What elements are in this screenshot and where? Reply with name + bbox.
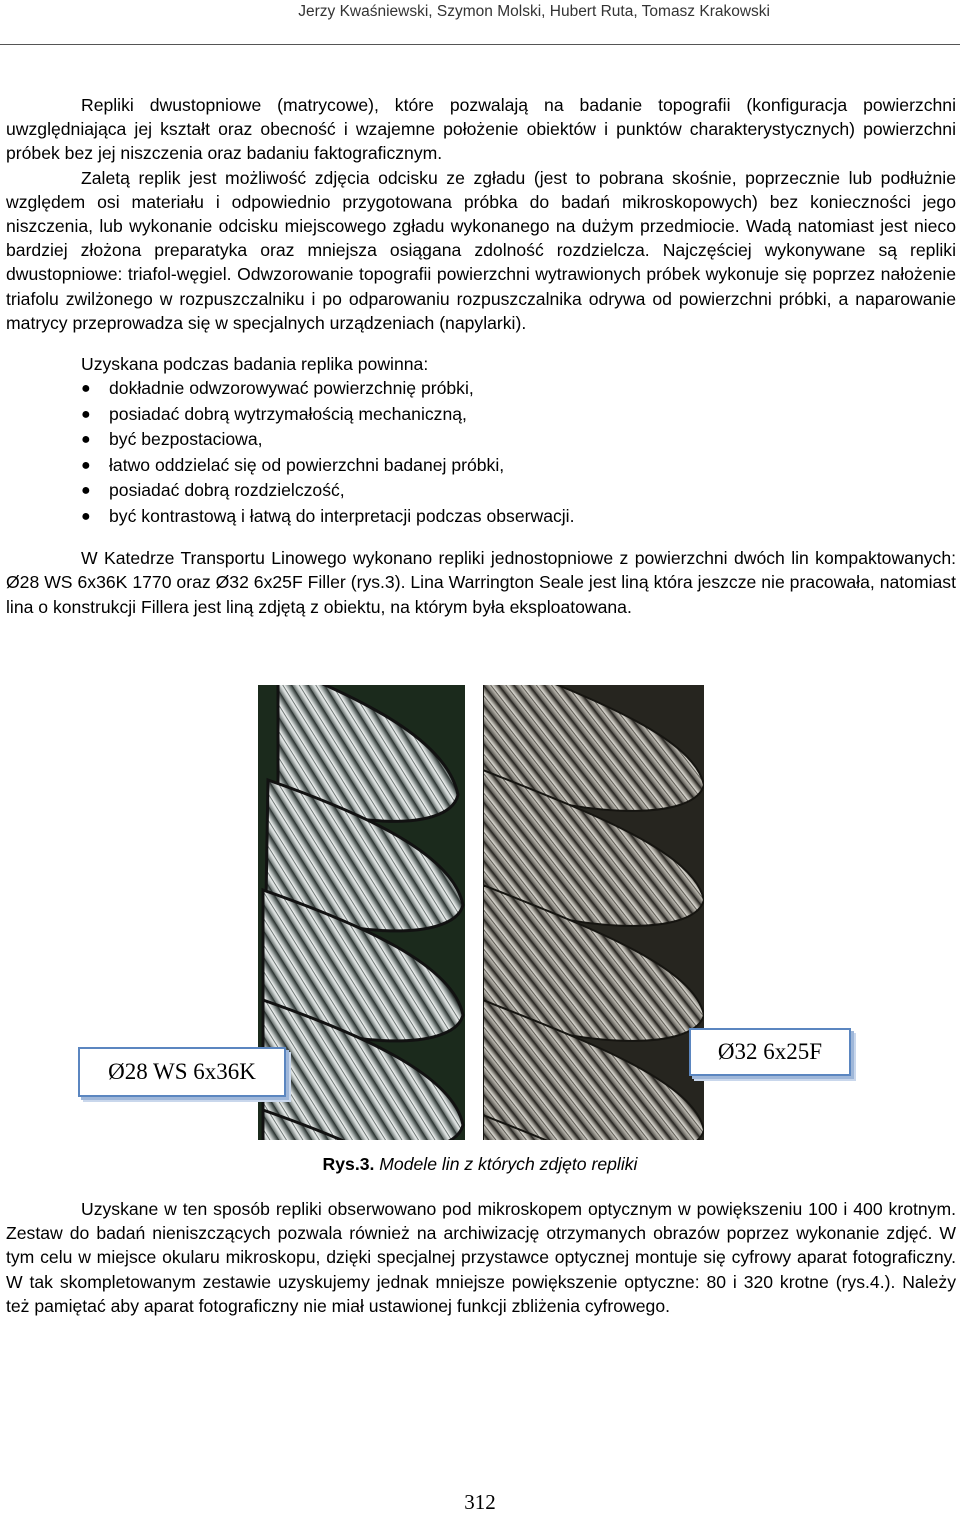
rope-strands-illustration	[483, 685, 704, 1140]
page-number: 312	[464, 1490, 496, 1514]
rope-strands-illustration	[258, 685, 465, 1140]
bullet-icon: ●	[81, 456, 91, 474]
caption-text: Modele lin z których zdjęto repliki	[379, 1154, 638, 1174]
header-authors: Jerzy Kwaśniewski, Szymon Molski, Hubert Ruta, Tomasz Krakowski	[298, 3, 770, 20]
paragraph-3: W Katedrze Transportu Linowego wykonano repliki jednostopniowe z powierzchni dwóch lin kompaktowanych: Ø28 WS 6x36K 1770 oraz Ø32 6x25F Filler (rys.3). Lina Warrington Seale jest liną która jeszcze nie pracowała, natomiast lina o konstrukcji Fillera jest liną zdjętą z obiektu, na którym była eksploatowana.	[6, 548, 956, 617]
body-text-after-figure	[6, 1197, 956, 1318]
bullet-icon: ●	[81, 507, 91, 525]
list-item: ● być bezpostaciowa,	[6, 427, 956, 453]
body-text	[6, 93, 956, 619]
rope-photo-filler	[483, 685, 704, 1140]
running-header	[0, 0, 960, 45]
paragraph-1: Repliki dwustopniowe (matrycowe), które pozwalają na badanie topografii (konfiguracja powierzchni uwzględniająca jej kształt oraz obecność i wzajemne położenie obiektów i punktów charakterystycznych) powierzchni próbek bez jej niszczenia oraz badaniu faktograficznym.	[6, 95, 956, 164]
bullet-icon: ●	[81, 482, 91, 500]
figure-caption	[0, 1152, 960, 1176]
bullet-icon: ●	[81, 405, 91, 423]
list-item: ● posiadać dobrą rozdzielczość,	[6, 478, 956, 504]
bullet-icon: ●	[81, 431, 91, 449]
requirements-list	[6, 376, 956, 529]
list-item: ● łatwo oddzielać się od powierzchni badanej próbki,	[6, 453, 956, 479]
list-item: ● być kontrastową i łatwą do interpretacji podczas obserwacji.	[6, 504, 956, 530]
list-item: ● posiadać dobrą wytrzymałością mechaniczną,	[6, 402, 956, 428]
paragraph-2: Zaletą replik jest możliwość zdjęcia odcisku ze zgładu (jest to pobrana skośnie, poprzecznie lub podłużnie względem osi materiału i odpowiednio przygotowana próbka do badań mikroskopowych) bez konieczności jego niszczenia, lub wykonanie odcisku miejscowego zgładu wykonanego na dużym przedmiocie. Wadą natomiast jest nieco bardziej złożona preparatyka oraz mniejsza osiągana zdolność rozdzielcza. Najczęściej wykonywane są repliki dwustopniowe: triafol-węgiel. Odwzorowanie topografii powierzchni wytrawionych próbek wykonuje się poprzez nałożenie triafolu zwilżonego w rozpuszczalniku i po odparowaniu rozpuszczalnika odrywa od powierzchni próbki, a naparowanie matrycy przeprowadza się w specjalnych urządzeniach (napylarki).	[6, 167, 956, 333]
paragraph-gap	[6, 529, 956, 546]
rope-label-filler: Ø32 6x25F	[689, 1028, 851, 1076]
paragraph-gap	[6, 335, 956, 352]
rope-photo-ws	[258, 685, 465, 1140]
caption-number: Rys.3.	[322, 1154, 375, 1174]
figure-rope-photos	[0, 685, 960, 1145]
list-item: ● dokładnie odwzorowywać powierzchnię próbki,	[6, 376, 956, 402]
requirements-intro: Uzyskana podczas badania replika powinna:	[81, 354, 429, 375]
rope-label-ws: Ø28 WS 6x36K	[78, 1047, 286, 1097]
bullet-icon: ●	[81, 380, 91, 398]
paragraph-4: Uzyskane w ten sposób repliki obserwowano pod mikroskopem optycznym w powiększeniu 100 i 400 krotnym. Zestaw do badań nieniszczących pozwala również na archiwizację otrzymanych obrazów poprzez wykonanie zdjęć. W tym celu w miejsce okularu mikroskopu, dzięki specjalnej przystawce optycznej montuje się cyfrowy aparat fotograficzny. W tak skompletowanym zestawie uzyskujemy jednak mniejsze powiększenie optyczne: 80 i 320 krotne (rys.4.). Należy też pamiętać aby aparat fotograficzny nie miał ustawionej funkcji zbliżenia cyfrowego.	[6, 1199, 956, 1316]
